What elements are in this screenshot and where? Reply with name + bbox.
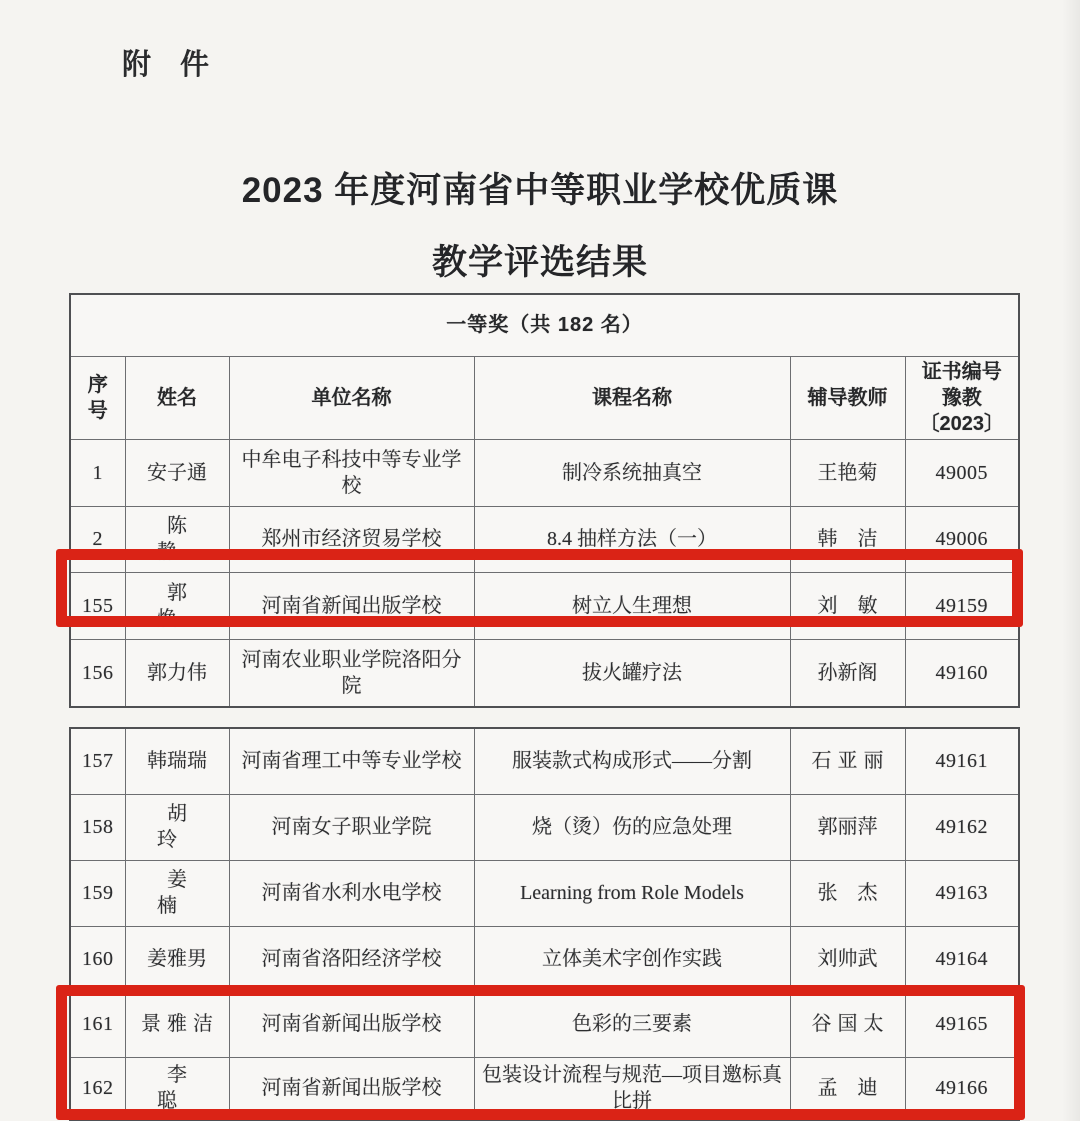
cell-unit: 河南省理工中等专业学校 — [229, 728, 474, 794]
column-header-no-line2: 号 — [87, 399, 108, 422]
cell-course: 8.4 抽样方法（一） — [474, 506, 790, 572]
cell-name: 李聪 — [125, 1057, 229, 1120]
cell-cert: 49161 — [905, 728, 1019, 794]
cell-unit: 河南省水利水电学校 — [229, 860, 474, 926]
results-table-upper — [69, 293, 1020, 708]
column-header-cert-line1: 证书编号 — [921, 360, 1002, 383]
cell-tutor: 石亚丽 — [790, 728, 905, 794]
table-row — [70, 926, 1019, 991]
cell-course: 烧（烫）伤的应急处理 — [474, 794, 790, 860]
cell-name: 陈静 — [125, 506, 229, 572]
cell-name: 郭力伟 — [125, 639, 229, 707]
table-row-highlighted — [70, 1057, 1019, 1120]
table-row-highlighted — [70, 991, 1019, 1057]
table-row — [70, 794, 1019, 860]
column-header-tutor: 辅导教师 — [790, 356, 905, 439]
cell-unit: 河南农业职业学院洛阳分院 — [229, 639, 474, 707]
cell-no: 155 — [70, 572, 125, 639]
table-row — [70, 728, 1019, 794]
cell-no: 158 — [70, 794, 125, 860]
table-row — [70, 639, 1019, 707]
cell-no: 1 — [70, 439, 125, 506]
cell-no: 157 — [70, 728, 125, 794]
cell-tutor: 孙新阁 — [790, 639, 905, 707]
cell-no: 2 — [70, 506, 125, 572]
document-title-line1: 2023 年度河南省中等职业学校优质课 — [241, 171, 839, 210]
cell-course: 拔火罐疗法 — [474, 639, 790, 707]
cell-unit: 中牟电子科技中等专业学校 — [229, 439, 474, 506]
cell-tutor: 张杰 — [790, 860, 905, 926]
cell-unit: 河南省新闻出版学校 — [229, 572, 474, 639]
cell-tutor: 王艳菊 — [790, 439, 905, 506]
column-header-cert-line2: 豫教〔2023〕 — [919, 386, 1005, 435]
cell-tutor: 刘帅武 — [790, 926, 905, 991]
award-header-row — [70, 294, 1019, 356]
cell-cert: 49166 — [905, 1057, 1019, 1120]
table-row — [70, 439, 1019, 506]
results-table-lower — [69, 727, 1020, 1121]
cell-course: 立体美术字创作实践 — [474, 926, 790, 991]
cell-no: 160 — [70, 926, 125, 991]
cell-name: 胡玲 — [125, 794, 229, 860]
cell-no: 161 — [70, 991, 125, 1057]
document-title-line2: 教学评选结果 — [431, 243, 648, 282]
cell-cert: 49162 — [905, 794, 1019, 860]
cell-course: 树立人生理想 — [474, 572, 790, 639]
column-header-no-line1: 序 — [87, 373, 108, 396]
cell-unit: 河南省新闻出版学校 — [229, 991, 474, 1057]
cell-tutor: 郭丽萍 — [790, 794, 905, 860]
cell-course: 服装款式构成形式——分割 — [474, 728, 790, 794]
column-header-cert — [905, 356, 1019, 439]
cell-name: 安子通 — [125, 439, 229, 506]
cell-tutor: 孟迪 — [790, 1057, 905, 1120]
cell-unit: 河南女子职业学院 — [229, 794, 474, 860]
cell-unit: 郑州市经济贸易学校 — [229, 506, 474, 572]
table-row — [70, 860, 1019, 926]
cell-name: 韩瑞瑞 — [125, 728, 229, 794]
cell-cert: 49160 — [905, 639, 1019, 707]
cell-name: 景雅洁 — [125, 991, 229, 1057]
cell-course: 制冷系统抽真空 — [474, 439, 790, 506]
column-header-name: 姓名 — [125, 356, 229, 439]
cell-cert: 49163 — [905, 860, 1019, 926]
cell-unit: 河南省洛阳经济学校 — [229, 926, 474, 991]
cell-cert: 49159 — [905, 572, 1019, 639]
column-header-course: 课程名称 — [474, 356, 790, 439]
cell-tutor: 谷国太 — [790, 991, 905, 1057]
cell-unit: 河南省新闻出版学校 — [229, 1057, 474, 1120]
column-header-no — [70, 356, 125, 439]
cell-cert: 49006 — [905, 506, 1019, 572]
cell-cert: 49165 — [905, 991, 1019, 1057]
cell-name: 郭焕 — [125, 572, 229, 639]
attachment-label: 附 件 — [122, 49, 210, 81]
cell-cert: 49005 — [905, 439, 1019, 506]
cell-tutor: 刘敏 — [790, 572, 905, 639]
table-row-highlighted — [70, 572, 1019, 639]
cell-name: 姜楠 — [125, 860, 229, 926]
column-header-unit: 单位名称 — [229, 356, 474, 439]
column-header-row — [70, 356, 1019, 439]
table-row — [70, 506, 1019, 572]
cell-cert: 49164 — [905, 926, 1019, 991]
cell-course: 包装设计流程与规范—项目邀标真比拼 — [474, 1057, 790, 1120]
cell-tutor: 韩洁 — [790, 506, 905, 572]
cell-no: 162 — [70, 1057, 125, 1120]
cell-course: Learning from Role Models — [474, 860, 790, 926]
cell-no: 159 — [70, 860, 125, 926]
cell-no: 156 — [70, 639, 125, 707]
award-header: 一等奖（共 182 名） — [70, 294, 1019, 356]
cell-course: 色彩的三要素 — [474, 991, 790, 1057]
cell-name: 姜雅男 — [125, 926, 229, 991]
